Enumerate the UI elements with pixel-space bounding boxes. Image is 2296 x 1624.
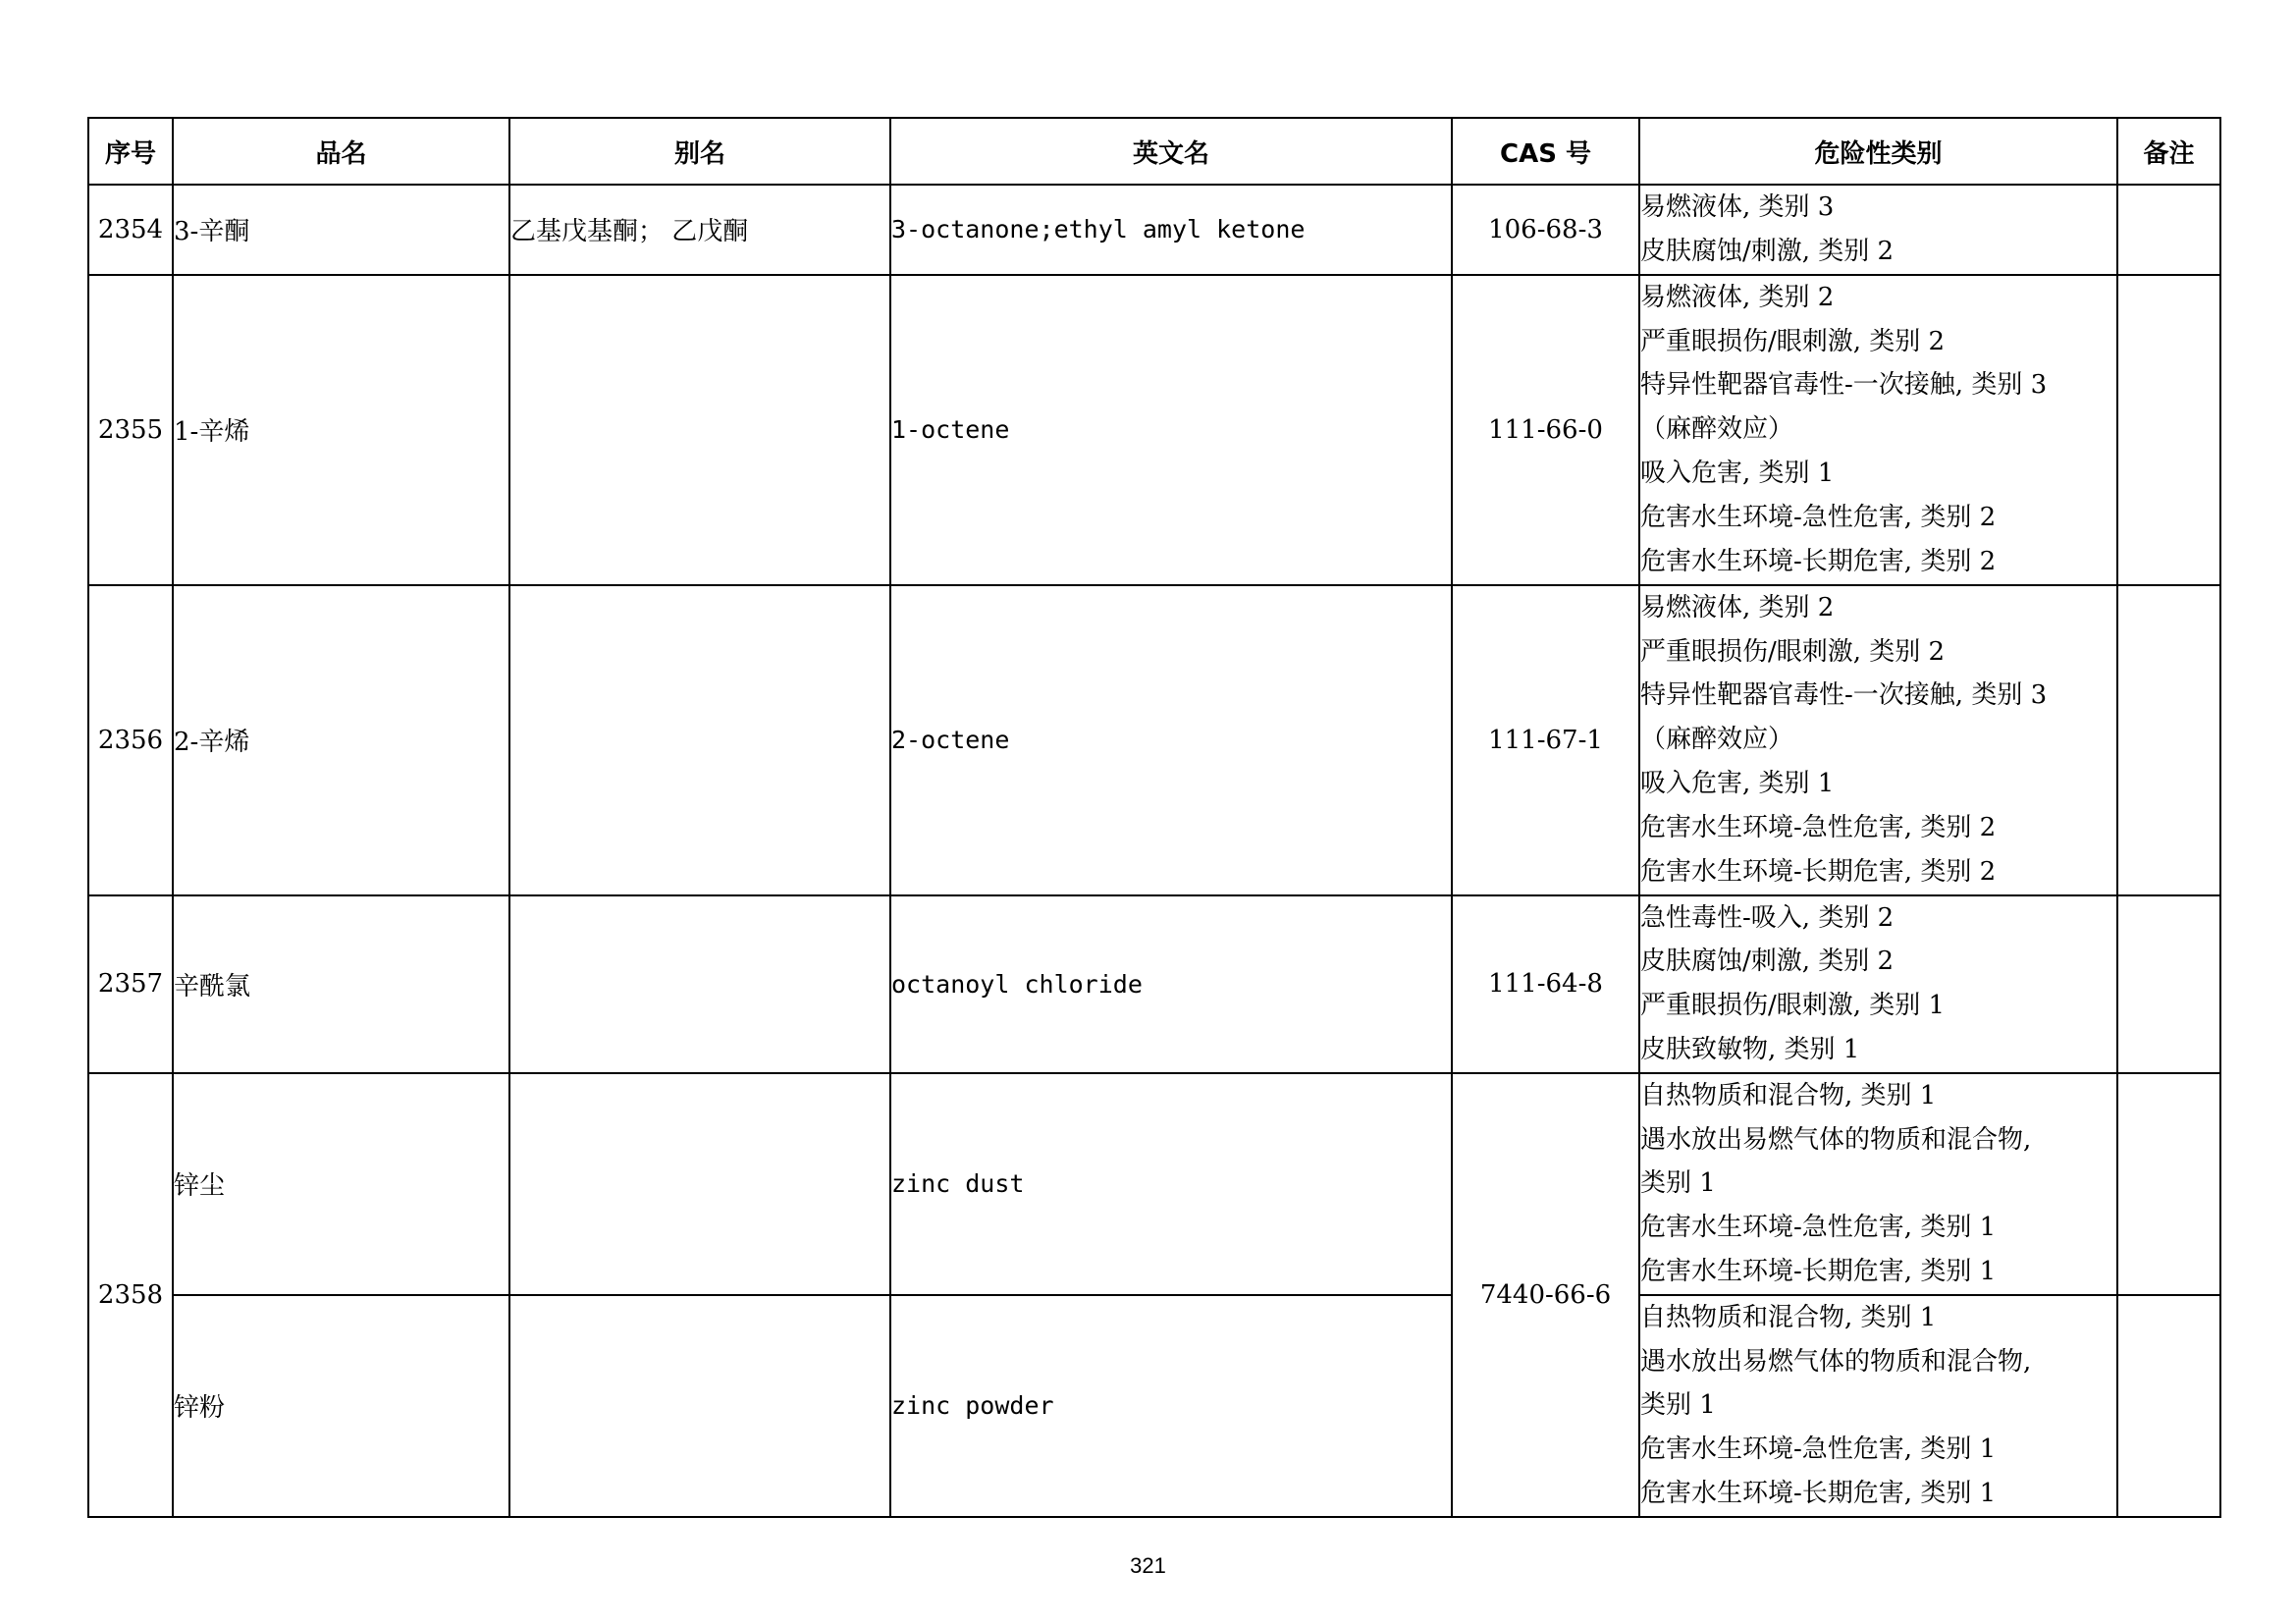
hazard-line: 危害水生环境-急性危害, 类别 1 (1640, 1213, 1997, 1243)
hazard-line: 特异性靶器官毒性-一次接触, 类别 3 (1640, 680, 2048, 711)
cas-cell: 7440-66-6 (1452, 1073, 1639, 1517)
hazard-line: 遇水放出易燃气体的物质和混合物, (1640, 1346, 2032, 1377)
hazard-line: 皮肤致敏物, 类别 1 (1640, 1034, 1860, 1064)
cas-cell: 111-64-8 (1452, 895, 1639, 1073)
notes-cell (2117, 1295, 2220, 1517)
seq-cell: 2354 (88, 185, 173, 275)
notes-cell (2117, 895, 2220, 1073)
english-name-cell: zinc dust (890, 1073, 1452, 1295)
hazard-cell (1639, 585, 2117, 895)
hazard-line: 皮肤腐蚀/刺激, 类别 2 (1640, 236, 1895, 266)
hazard-line: 吸入危害, 类别 1 (1640, 458, 1835, 488)
english-name-cell: 2-octene (890, 585, 1452, 895)
hazard-line: 急性毒性-吸入, 类别 2 (1640, 902, 1895, 933)
alias-cell (509, 275, 890, 585)
hazard-line: 危害水生环境-长期危害, 类别 2 (1640, 546, 1997, 576)
notes-cell (2117, 185, 2220, 275)
cas-cell: 111-67-1 (1452, 585, 1639, 895)
english-name-cell: octanoyl chloride (890, 895, 1452, 1073)
hazard-cell (1639, 185, 2117, 275)
english-name-cell: zinc powder (890, 1295, 1452, 1517)
hazard-line: 危害水生环境-长期危害, 类别 1 (1640, 1478, 1997, 1508)
hazard-line: 危害水生环境-长期危害, 类别 2 (1640, 856, 1997, 887)
header-hazard: 危险性类别 (1639, 118, 2117, 185)
table-row (88, 1295, 2220, 1517)
hazard-line: 严重眼损伤/眼刺激, 类别 2 (1640, 636, 1946, 667)
name-cell: 辛酰氯 (173, 895, 509, 1073)
table-row (88, 585, 2220, 895)
alias-cell (509, 895, 890, 1073)
notes-cell (2117, 585, 2220, 895)
seq-cell: 2356 (88, 585, 173, 895)
hazard-line: 类别 1 (1640, 1390, 1716, 1421)
hazard-line: 遇水放出易燃气体的物质和混合物, (1640, 1124, 2032, 1155)
header-notes: 备注 (2117, 118, 2220, 185)
alias-cell: 乙基戊基酮； 乙戊酮 (509, 185, 890, 275)
hazard-cell (1639, 895, 2117, 1073)
alias-cell (509, 1295, 890, 1517)
notes-cell (2117, 1073, 2220, 1295)
hazard-cell (1639, 275, 2117, 585)
hazard-line: 易燃液体, 类别 3 (1640, 192, 1835, 222)
hazard-line: 自热物质和混合物, 类别 1 (1640, 1302, 1937, 1332)
english-name-cell: 3-octanone;ethyl amyl ketone (890, 185, 1452, 275)
hazard-cell (1639, 1295, 2117, 1517)
hazard-line: （麻醉效应） (1640, 725, 1794, 755)
table-row (88, 185, 2220, 275)
seq-cell: 2358 (88, 1073, 173, 1517)
header-alias: 别名 (509, 118, 890, 185)
hazard-line: （麻醉效应） (1640, 414, 1794, 445)
hazard-line: 严重眼损伤/眼刺激, 类别 2 (1640, 326, 1946, 356)
header-english: 英文名 (890, 118, 1452, 185)
seq-cell: 2355 (88, 275, 173, 585)
hazard-line: 吸入危害, 类别 1 (1640, 768, 1835, 798)
hazard-line: 危害水生环境-急性危害, 类别 2 (1640, 812, 1997, 842)
header-name: 品名 (173, 118, 509, 185)
cas-cell: 106-68-3 (1452, 185, 1639, 275)
table-row (88, 895, 2220, 1073)
header-seq: 序号 (88, 118, 173, 185)
seq-cell: 2357 (88, 895, 173, 1073)
page-number: 321 (1130, 1553, 1166, 1578)
hazard-line: 自热物质和混合物, 类别 1 (1640, 1080, 1937, 1110)
header-row (88, 118, 2220, 185)
hazard-line: 易燃液体, 类别 2 (1640, 592, 1835, 623)
hazard-line: 危害水生环境-急性危害, 类别 1 (1640, 1435, 1997, 1465)
hazard-line: 危害水生环境-长期危害, 类别 1 (1640, 1256, 1997, 1286)
hazard-cell (1639, 1073, 2117, 1295)
notes-cell (2117, 275, 2220, 585)
hazard-line: 类别 1 (1640, 1168, 1716, 1199)
hazard-line: 易燃液体, 类别 2 (1640, 282, 1835, 312)
name-cell: 锌尘 (173, 1073, 509, 1295)
english-name-cell: 1-octene (890, 275, 1452, 585)
name-cell: 2-辛烯 (173, 585, 509, 895)
hazard-line: 特异性靶器官毒性-一次接触, 类别 3 (1640, 370, 2048, 401)
hazard-line: 严重眼损伤/眼刺激, 类别 1 (1640, 991, 1946, 1021)
name-cell: 3-辛酮 (173, 185, 509, 275)
alias-cell (509, 585, 890, 895)
chemical-table (87, 117, 2221, 1518)
table-row (88, 275, 2220, 585)
table-row (88, 1073, 2220, 1295)
header-cas: CAS 号 (1452, 118, 1639, 185)
name-cell: 1-辛烯 (173, 275, 509, 585)
name-cell: 锌粉 (173, 1295, 509, 1517)
hazard-line: 危害水生环境-急性危害, 类别 2 (1640, 502, 1997, 532)
hazard-line: 皮肤腐蚀/刺激, 类别 2 (1640, 947, 1895, 977)
cas-cell: 111-66-0 (1452, 275, 1639, 585)
alias-cell (509, 1073, 890, 1295)
